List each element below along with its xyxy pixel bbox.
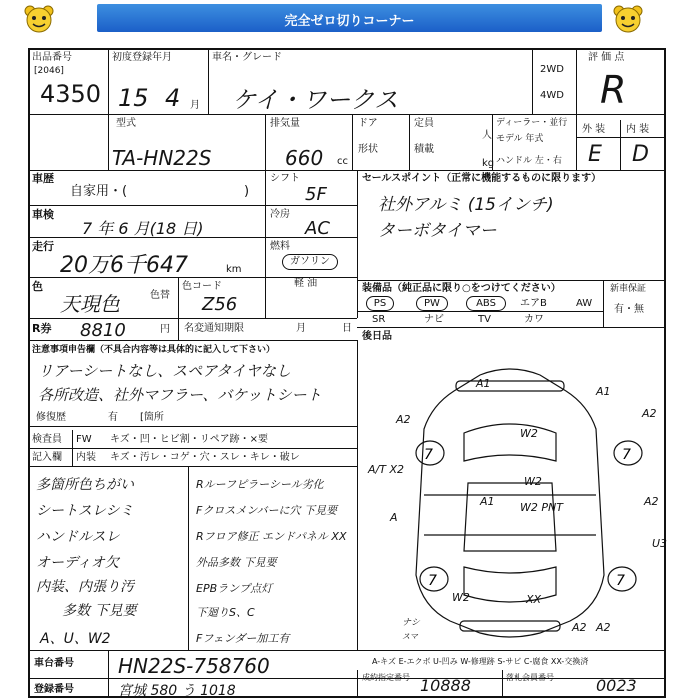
reg-value: 宮城 580 う 1018 [118,683,236,699]
equip-airbag: エアB [520,298,547,309]
shape-label: 形状 [358,144,378,155]
map-mark-7: W2 [452,591,470,604]
type-close: ) [244,184,250,199]
car-name-label: 車名・グレード [212,52,282,63]
capacity-unit: 人 [482,130,492,141]
chassis-value: HN22S-758760 [118,654,270,678]
map-nashi: ナシ [402,618,420,628]
map-mark-2: A1 [596,385,611,398]
buyer-value: 0023 [596,676,637,695]
first-reg-month-unit: 月 [190,100,200,111]
note-mid-4: EPBランプ点灯 [196,582,273,595]
first-reg-month: 4 [165,84,181,112]
fuel-diesel: 軽 油 [294,278,318,289]
model-label: 型式 [116,118,136,129]
note-mid-6: Fフェンダー加工有 [196,632,290,645]
name-change-label: 名変通知期限 [184,323,244,334]
repair-value: 有 [108,412,118,423]
rear-seat-label: 後日品 [362,331,392,342]
lot-label: 出品番号 [32,52,72,63]
fuel-gas: ガソリン [282,254,338,270]
recycle-label: R券 [32,322,52,335]
repair-label: 修復歴 [36,412,66,423]
fw-items: キズ・凹・ヒビ割・リペア跡・×要 [110,434,268,445]
model-value: TA-HN22S [112,146,212,170]
note-left-0: 多箇所色ちがい [36,477,134,493]
color-code-label: 色コード [182,281,222,292]
dealer-label: ディーラー・並行 [496,118,568,128]
record-label: 記入欄 [32,452,62,463]
notes-line2: 各所改造、社外マフラー、バケットシート [38,386,322,404]
map-mark-3: A2 [642,407,657,420]
grade-value: R [600,68,627,112]
first-reg-label: 初度登録年月 [112,52,172,63]
first-reg-year: 15 [118,84,149,112]
drive-2wd: 2WD [540,64,564,75]
note-left-3: オーディオ欠 [36,555,119,571]
note-left-5: 多数 下見要 [62,603,137,619]
color-change-label: 色替 [150,290,170,301]
new-car-value: 有・無 [614,304,644,315]
note-mid-3: 外品多数 下見要 [196,556,277,569]
map-mark-9: A2 [644,495,659,508]
type-value: 自家用・( [70,184,128,199]
banner-title: 完全ゼロ切りコーナー [284,14,415,29]
name-change-day: 日 [342,323,352,334]
inspection-value: 7 年 6 月(18 日) [82,219,204,238]
bear-mascot-icon [22,4,56,34]
load-unit: kg [482,158,495,169]
map-marks-note: A/T X2 [368,463,404,476]
map-mark-10: A1 [480,495,495,508]
recycle-value: 8810 [80,320,126,341]
note-mid-2: Rフロア修正 エンドパネル XX [196,530,347,543]
displacement-label: 排気量 [270,118,300,129]
exterior-label: 外 装 [582,124,606,135]
equip-pw: PW [416,296,448,311]
interior-value: D [632,142,649,167]
grade-label: 評 価 点 [588,52,625,63]
fw-label: FW [76,434,92,445]
map-mark-6: U3 [652,537,668,550]
car-roof [464,483,556,551]
model-year-label: モデル 年式 [496,134,544,144]
color-code-value: Z56 [202,294,238,315]
capacity-label: 定員 [414,118,434,129]
lot-number: 4350 [40,80,102,108]
fuel-label: 燃料 [270,241,290,252]
type-label: 車歴 [32,172,54,185]
equipment-title: 装備品（純正品に限り○をつけてください） [362,283,561,294]
map-mark-5: W2 PNT [520,501,563,514]
map-mark-14: A [390,511,398,524]
note-left-4: 内装、内張り汚 [36,579,134,595]
equip-aw: AW [576,298,593,309]
ac-value: AC [305,218,330,239]
equip-abs: ABS [466,296,506,311]
displacement-value: 660 [285,146,324,170]
map-mark-13: A2 [596,621,611,634]
map-mark-8: XX [526,593,542,606]
reg-label: 登録番号 [34,684,74,695]
note-left-2: ハンドルスレ [36,529,120,545]
mileage-label: 走行 [32,240,54,253]
chassis-label: 車台番号 [34,658,74,669]
handle-label: ハンドル 左・右 [496,156,562,166]
ac-label: 冷房 [270,209,290,220]
map-suma: スマ [402,632,418,641]
tyre-mark-fl: 7 [424,447,433,463]
car-damage-map [360,345,668,650]
shift-value: 5F [305,184,327,205]
mileage-value: 20万6千647 [60,253,188,278]
door-label: ドア [358,118,378,129]
buyer-label: 落札会員番号 [506,673,554,682]
equip-ps: PS [366,296,394,311]
recycle-unit: 円 [160,324,170,335]
drive-4wd: 4WD [540,90,564,101]
name-change-month: 月 [296,323,306,334]
tyre-mark-rr: 7 [616,573,625,589]
sales-point-line2: ターボタイマー [378,221,497,241]
seller-value: 10888 [420,676,471,695]
displacement-unit: cc [337,156,348,167]
banner-bar [97,4,602,32]
repair-place: [箇所 [140,412,164,423]
car-windshield [464,424,556,461]
legend-text: A-キズ E-エクボ U-凹み W-修理跡 S-サビ C-腐食 XX-交換済 [372,657,589,666]
car-rear-glass [464,567,556,602]
equip-navi: ナビ [424,314,444,325]
map-mark-11: A2 [572,621,587,634]
load-label: 積載 [414,144,434,155]
new-car-label: 新車保証 [610,284,647,294]
note-mid-0: Rルーフピラーシール劣化 [196,478,324,491]
map-mark-0: A1 [476,377,491,390]
inspector-label: 検査員 [32,434,62,445]
exterior-value: E [588,142,602,167]
car-body-outline [416,369,604,637]
interior-inspect-items: キズ・汚レ・コゲ・穴・スレ・キレ・破レ [110,452,300,463]
interior-label: 内 装 [626,124,650,135]
map-mark-4: W2 [520,427,538,440]
note-left-6: A、U、W2 [40,631,111,647]
inspection-label: 車検 [32,208,54,221]
tyre-mark-rl: 7 [428,573,437,589]
map-mark-1: A2 [396,413,411,426]
interior-inspect-label: 内装 [76,452,96,463]
sales-points-title: セールスポイント（正常に機能するものに限ります） [362,173,602,184]
car-rear-bumper [460,621,560,631]
equip-leather: カワ [524,314,544,325]
tyre-mark-fr: 7 [622,447,631,463]
car-name: ケイ・ワークス [232,86,399,114]
equip-tv: TV [478,314,491,325]
seller-label: 成約指定番号 [362,673,410,682]
notes-title: 注意事項申告欄（不具合内容等は具体的に記入して下さい） [32,345,276,355]
lot-sub: [2046] [34,66,64,76]
note-mid-5: 下廻りS、C [196,606,255,619]
sales-point-line1: 社外アルミ (15インチ) [378,195,554,215]
shift-label: シフト [270,173,300,184]
car-front-bumper [456,381,564,391]
bear-mascot-icon [611,4,645,34]
color-value: 天現色 [60,292,120,316]
notes-line1: リアーシートなし、スペアタイヤなし [38,362,291,380]
map-mark-12: W2 [524,475,542,488]
color-label: 色 [32,280,43,293]
note-mid-1: Fクロスメンバーに穴 下見要 [196,504,338,517]
note-left-1: シートスレシミ [36,503,134,519]
equip-sr: SR [372,314,386,325]
mileage-unit: km [226,264,242,275]
